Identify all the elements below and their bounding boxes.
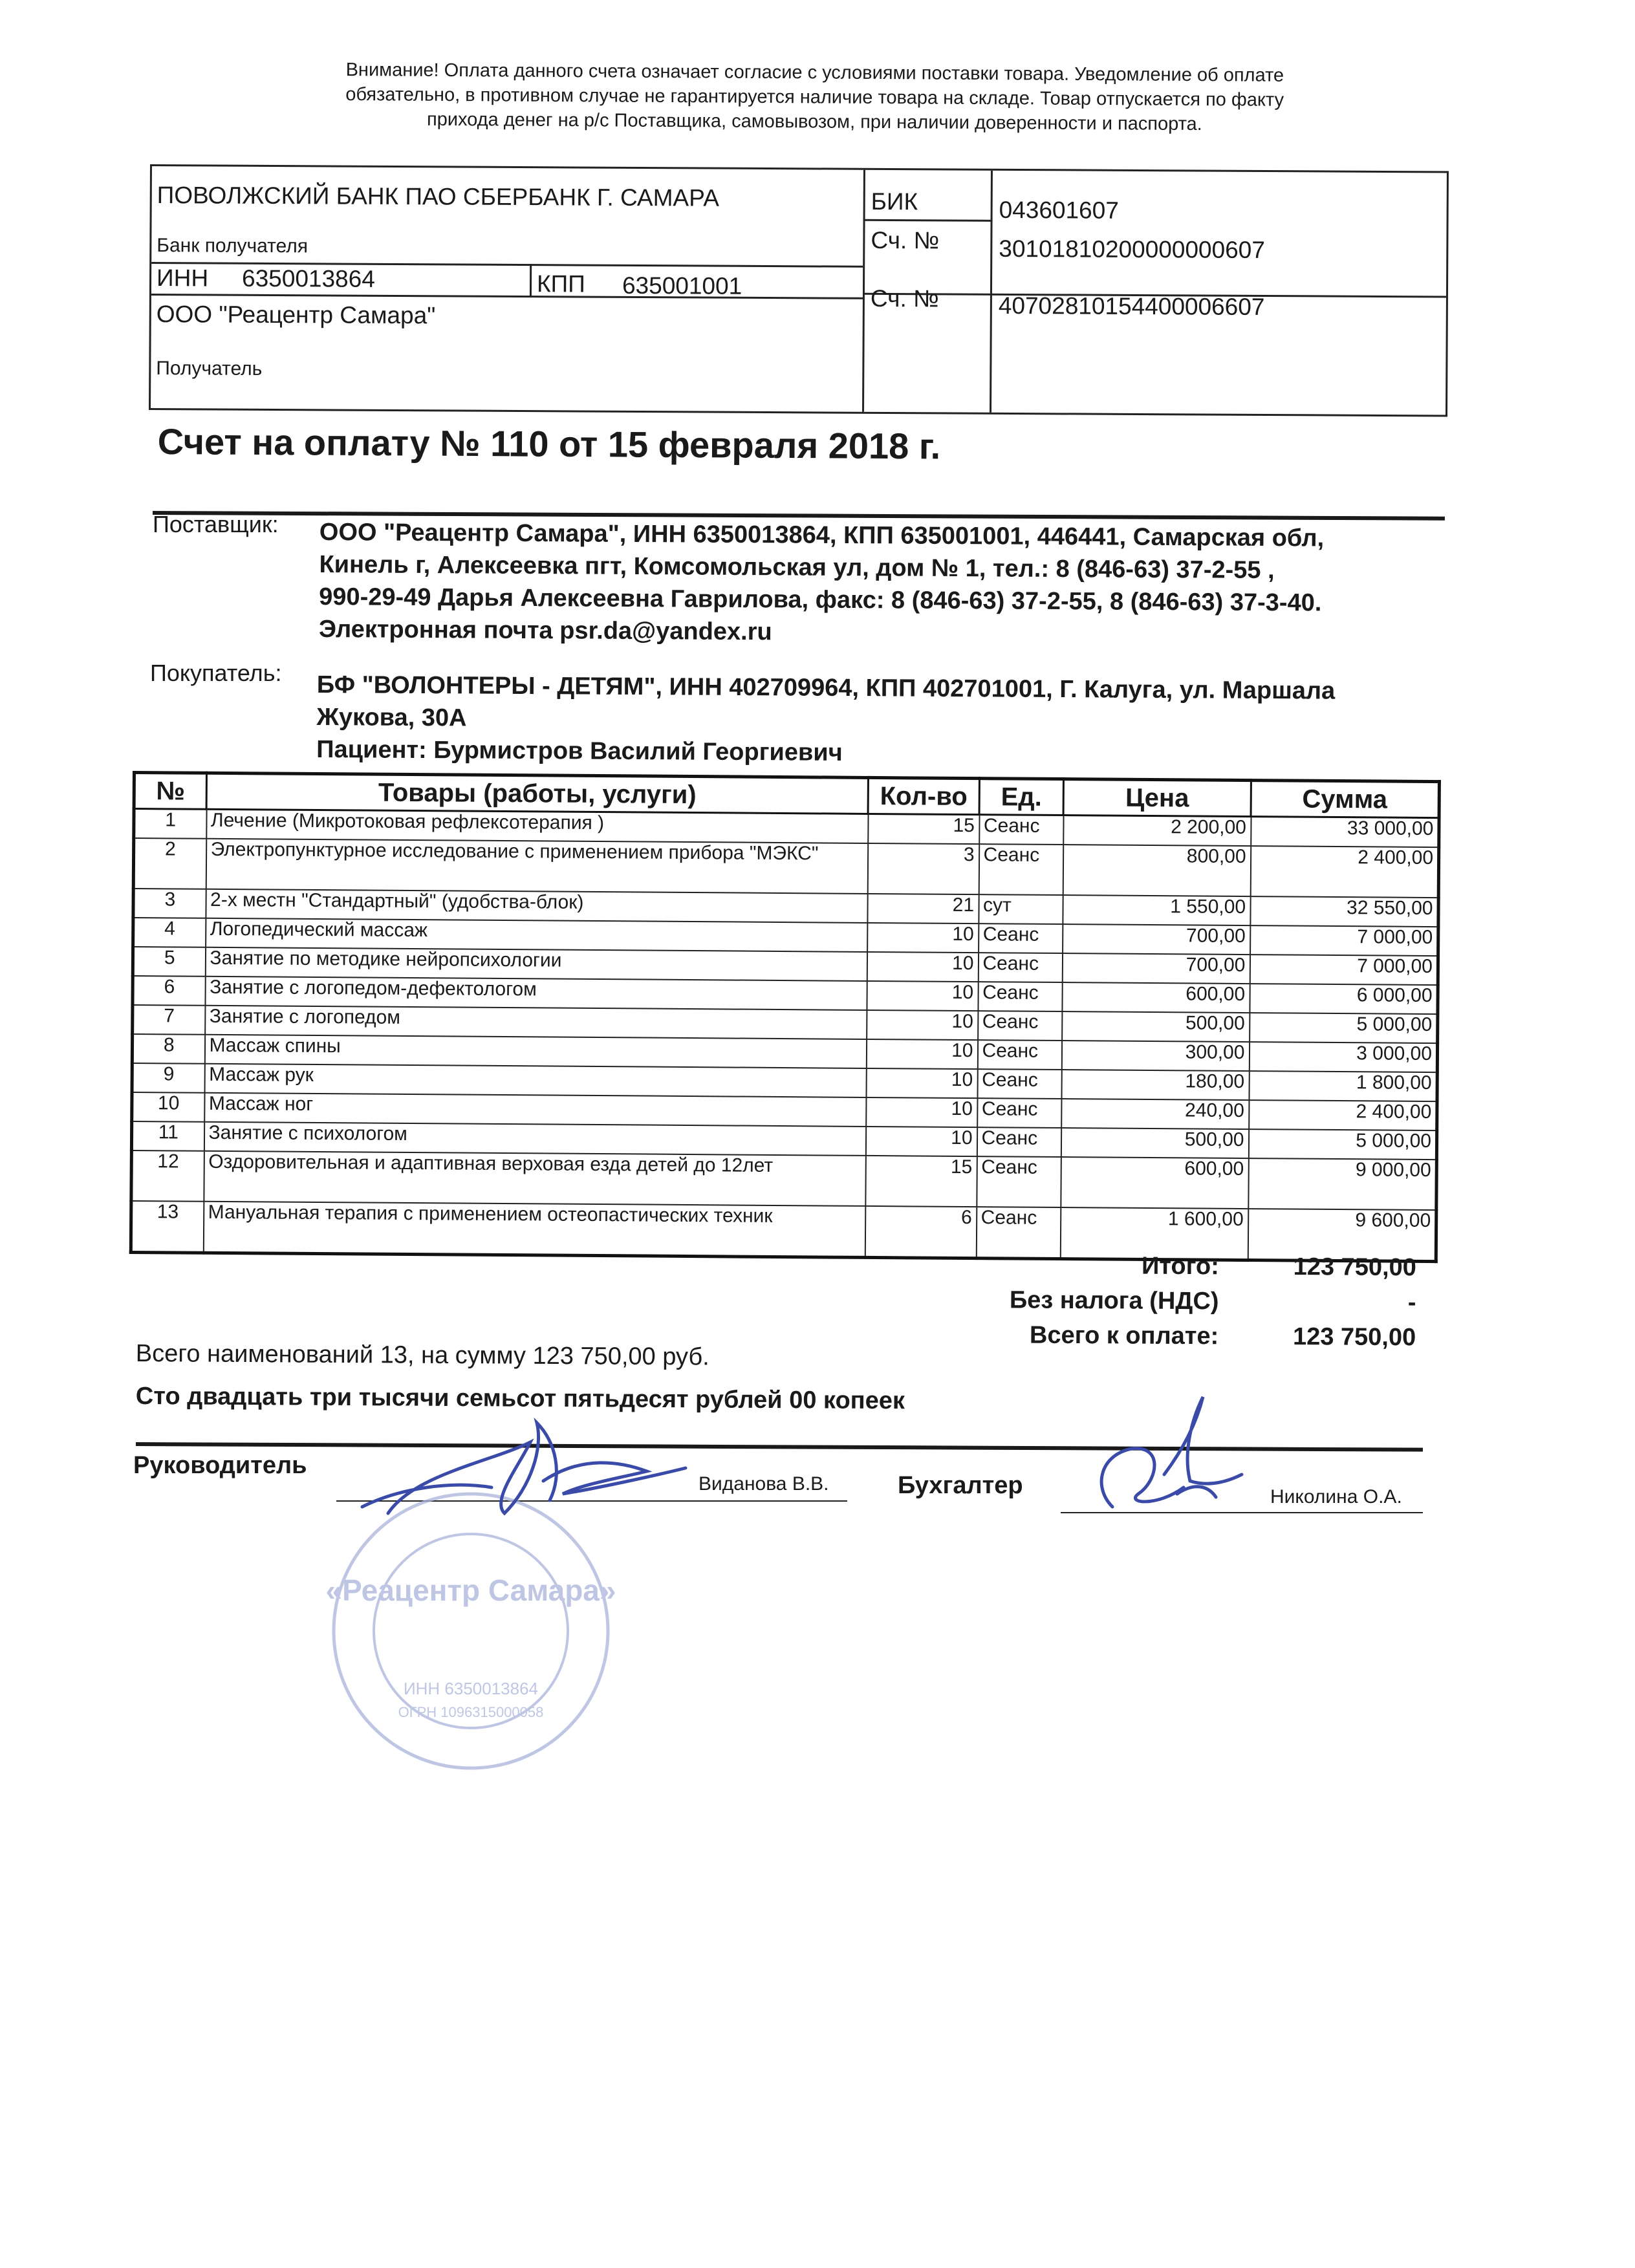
row-qty: 10 (867, 981, 978, 1011)
row-goods: Лечение (Микротоковая рефлексотерапия ) (206, 809, 868, 843)
warning-line: Внимание! Оплата данного счета означает согласие с условиями поставки товара. Уведомление об оплате (345, 59, 1284, 86)
bank-details-table (149, 164, 1449, 417)
accountant-signature (1101, 1397, 1242, 1507)
supplier-line: 990-29-49 Дарья Алексеевна Гаврилова, факс: 8 (846-63) 37-2-55, 8 (846-63) 37-3-40. (319, 583, 1322, 617)
invoice-title: Счет на оплату № 110 от 15 февраля 2018 г. (157, 421, 941, 467)
total-label: Итого: (1141, 1252, 1219, 1280)
corr-account-label: Сч. № (871, 226, 940, 254)
row-goods: Массаж рук (204, 1064, 866, 1097)
row-number: 10 (132, 1092, 204, 1122)
row-number: 2 (133, 838, 206, 889)
table-row (131, 1201, 1436, 1262)
divider (862, 170, 865, 412)
row-number: 8 (132, 1034, 204, 1064)
row-number: 4 (133, 918, 206, 947)
row-goods: Занятие с логопедом (205, 1006, 867, 1039)
row-unit: Сеанс (978, 1011, 1062, 1041)
table-body (131, 809, 1439, 1262)
amount-in-words: Сто двадцать три тысячи семьсот пятьдесят рублей 00 копеек (135, 1383, 905, 1415)
row-unit: Сеанс (977, 1040, 1061, 1070)
row-unit: Сеанс (977, 1069, 1061, 1099)
row-unit: сут (979, 894, 1063, 924)
row-qty: 10 (867, 952, 978, 982)
divider (990, 171, 993, 413)
col-header-price: Цена (1063, 779, 1251, 817)
supplier-line: ООО "Реацентр Самара", ИНН 6350013864, КПП 635001001, 446441, Самарская обл, (319, 518, 1325, 552)
row-price: 500,00 (1061, 1128, 1248, 1158)
row-qty: 15 (865, 1156, 977, 1207)
row-number: 7 (133, 1005, 205, 1035)
row-number: 6 (133, 976, 205, 1006)
row-sum: 32 550,00 (1250, 896, 1438, 927)
row-qty: 3 (867, 843, 979, 894)
row-sum: 6 000,00 (1250, 984, 1438, 1014)
row-unit: Сеанс (977, 1127, 1061, 1157)
row-qty: 10 (867, 923, 979, 953)
row-goods: Логопедический массаж (206, 918, 867, 952)
divider (151, 294, 863, 299)
accountant-signature-line (1061, 1512, 1423, 1513)
inn-label: ИНН (156, 265, 209, 292)
row-number: 13 (131, 1201, 204, 1253)
row-unit: Сеанс (977, 1156, 1061, 1207)
row-number: 3 (133, 889, 206, 918)
row-sum: 1 800,00 (1249, 1071, 1437, 1101)
stamp-text-ogrn: ОГРН 1096315000058 (398, 1704, 544, 1720)
row-sum: 2 400,00 (1249, 1100, 1437, 1130)
row-qty: 10 (866, 1039, 977, 1069)
bank-label: Банк получателя (157, 235, 309, 257)
row-goods: Занятие с психологом (204, 1122, 865, 1156)
buyer-line: Пациент: Бурмистров Василий Георгиевич (316, 735, 843, 766)
row-qty: 10 (866, 1068, 977, 1098)
bank-name: ПОВОЛЖСКИЙ БАНК ПАО СБЕРБАНК Г. САМАРА (157, 182, 720, 211)
accountant-name: Николина О.А. (1270, 1486, 1402, 1507)
row-goods: Массаж спины (204, 1035, 866, 1068)
row-qty: 10 (865, 1127, 977, 1156)
row-price: 300,00 (1061, 1041, 1249, 1071)
corr-account-value: 30101810200000000607 (999, 235, 1265, 264)
row-unit: Сеанс (977, 1098, 1061, 1128)
row-goods: Занятие по методике нейропсихологии (205, 947, 867, 981)
row-sum: 3 000,00 (1249, 1042, 1437, 1072)
total-value: 123 750,00 (1293, 1253, 1416, 1282)
row-price: 180,00 (1061, 1070, 1249, 1100)
row-number: 1 (134, 809, 206, 839)
row-goods: Мануальная терапия с применением остеопастических техник (203, 1202, 865, 1258)
col-header-sum: Сумма (1251, 781, 1439, 818)
row-number: 9 (132, 1063, 204, 1093)
row-qty: 10 (867, 1010, 978, 1040)
row-goods: Оздоровительная и адаптивная верховая езда детей до 12лет (204, 1151, 866, 1206)
supplier-line: Электронная почта psr.da@yandex.ru (318, 615, 772, 646)
row-number: 5 (133, 947, 205, 977)
buyer-line: Жукова, 30А (316, 703, 467, 732)
recipient-name: ООО "Реацентр Самара" (156, 301, 436, 329)
items-table (129, 771, 1441, 1263)
buyer-details (316, 669, 1335, 772)
bik-value: 043601607 (999, 196, 1119, 224)
row-goods: Массаж ног (204, 1093, 866, 1127)
table-row (133, 838, 1438, 898)
col-header-goods: Товары (работы, услуги) (206, 773, 868, 814)
account-label: Сч. № (870, 285, 939, 312)
bik-label: БИК (871, 188, 918, 215)
row-qty: 10 (866, 1097, 977, 1127)
row-qty: 21 (867, 894, 979, 923)
supplier-details (319, 516, 1324, 651)
items-count-summary: Всего наименований 13, на сумму 123 750,00 руб. (135, 1340, 709, 1371)
row-unit: Сеанс (976, 1207, 1061, 1258)
row-unit: Сеанс (978, 953, 1062, 982)
warning-line: обязательно, в противном случае не гарантируется наличие товара на складе. Товар отпускается по факту (345, 83, 1284, 111)
buyer-line: БФ "ВОЛОНТЕРЫ - ДЕТЯМ", ИНН 402709964, КПП 402701001, Г. Калуга, ул. Маршала (316, 671, 1336, 705)
divider (863, 219, 993, 222)
row-qty: 15 (868, 814, 979, 844)
row-unit: Сеанс (979, 844, 1063, 895)
vat-label: Без налога (НДС) (1009, 1286, 1219, 1315)
totals-block (969, 1251, 1423, 1359)
row-unit: Сеанс (979, 815, 1063, 845)
row-unit: Сеанс (979, 923, 1063, 953)
table-row (131, 1150, 1436, 1210)
row-sum: 7 000,00 (1250, 955, 1438, 985)
row-price: 800,00 (1063, 845, 1251, 896)
row-goods: Электропунктурное исследование с применением прибора "МЭКС" (206, 839, 868, 894)
row-price: 240,00 (1061, 1099, 1249, 1129)
due-value: 123 750,00 (1292, 1323, 1416, 1352)
row-goods: Занятие с логопедом-дефектологом (205, 977, 867, 1010)
row-sum: 33 000,00 (1251, 817, 1439, 848)
row-number: 12 (131, 1150, 204, 1202)
buyer-label: Покупатель: (150, 660, 282, 686)
head-signature-line (336, 1500, 847, 1502)
supplier-line: Кинель г, Алексеевка пгт, Комсомольская ул, дом № 1, тел.: 8 (846-63) 37-2-55 , (319, 550, 1275, 585)
row-sum: 5 000,00 (1250, 1013, 1438, 1043)
row-price: 700,00 (1063, 924, 1250, 955)
head-signature (362, 1423, 686, 1513)
kpp-value: 635001001 (622, 272, 742, 299)
row-price: 2 200,00 (1063, 815, 1251, 847)
kpp-label: КПП (536, 270, 585, 297)
row-qty: 6 (865, 1206, 977, 1258)
row-price: 1 600,00 (1060, 1207, 1248, 1260)
row-price: 1 550,00 (1063, 895, 1250, 925)
inn-value: 6350013864 (241, 265, 375, 292)
row-goods: 2-х местн "Стандартный" (удобства-блок) (206, 889, 867, 923)
col-header-qty: Кол-во (868, 777, 979, 814)
row-sum: 9 000,00 (1248, 1158, 1437, 1210)
summary-rule (136, 1442, 1423, 1452)
account-value: 40702810154400006607 (998, 292, 1265, 321)
row-sum: 5 000,00 (1248, 1129, 1436, 1160)
vat-row (969, 1286, 1422, 1324)
stamp-text-inn: ИНН 6350013864 (403, 1679, 539, 1698)
supplier-label: Поставщик: (153, 511, 279, 537)
recipient-label: Получатель (156, 358, 263, 380)
due-row (969, 1321, 1422, 1359)
head-label: Руководитель (133, 1452, 307, 1479)
col-header-number: № (134, 773, 206, 810)
row-price: 700,00 (1062, 953, 1250, 984)
head-name: Виданова В.В. (698, 1473, 829, 1495)
warning-line: прихода денег на р/с Поставщика, самовывозом, при наличии доверенности и паспорта. (426, 109, 1202, 135)
col-header-unit: Ед. (979, 779, 1063, 815)
company-stamp (326, 1494, 616, 1768)
total-row (970, 1251, 1423, 1289)
row-number: 11 (131, 1121, 204, 1151)
stamp-text-center: «Реацентр Самара» (325, 1573, 616, 1607)
divider (530, 264, 532, 296)
row-sum: 9 600,00 (1248, 1209, 1436, 1262)
vat-value: - (1407, 1289, 1416, 1317)
row-price: 600,00 (1062, 982, 1250, 1013)
accountant-label: Бухгалтер (898, 1472, 1023, 1499)
payment-warning (245, 57, 1384, 138)
row-price: 600,00 (1061, 1157, 1249, 1209)
row-sum: 2 400,00 (1250, 846, 1439, 898)
due-label: Всего к оплате: (1029, 1321, 1219, 1350)
row-price: 500,00 (1062, 1011, 1250, 1042)
row-sum: 7 000,00 (1250, 925, 1438, 956)
row-unit: Сеанс (978, 982, 1062, 1011)
